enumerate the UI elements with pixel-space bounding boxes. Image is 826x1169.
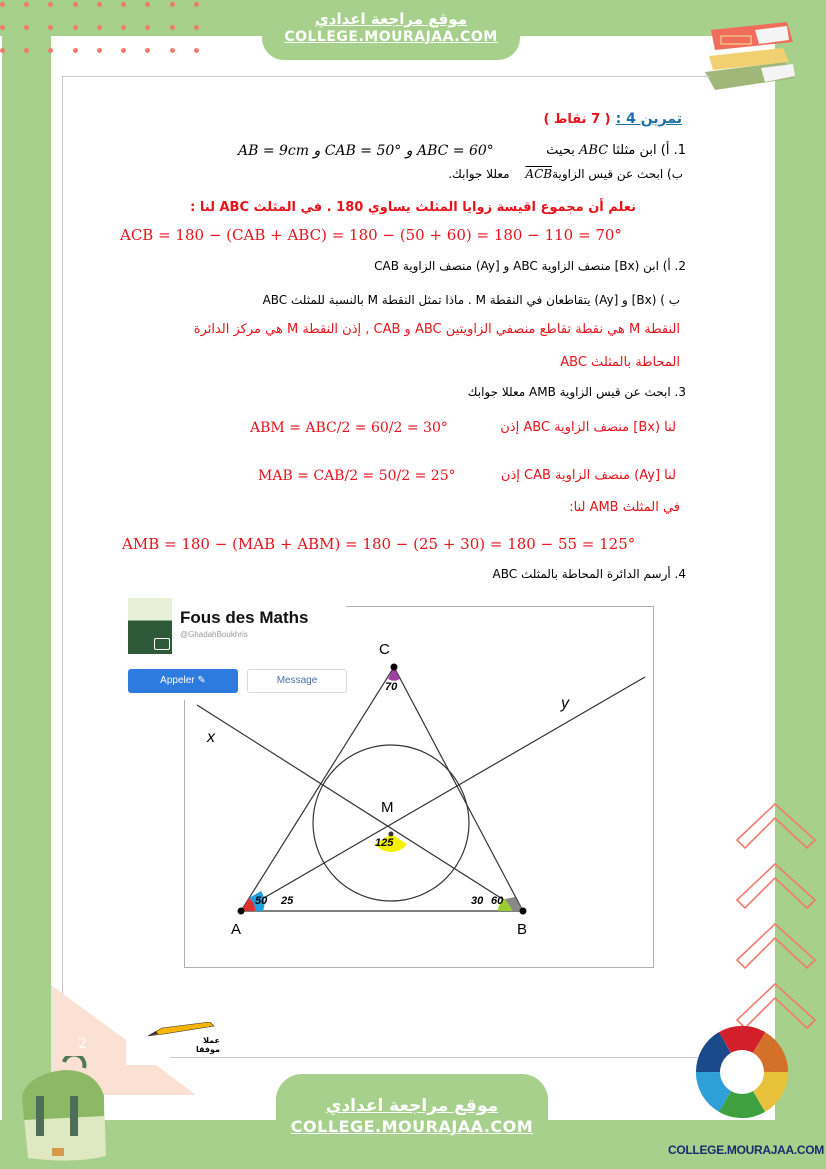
point-b-label: B — [517, 921, 528, 938]
ray-x-label: x — [207, 729, 215, 746]
page-number: 2 — [78, 1036, 87, 1052]
header-site-arabic[interactable]: موقع مراجعة اعدادي — [315, 10, 467, 28]
angle-b-half-label: 30 — [471, 895, 484, 907]
answer-3-line2-text: لنا [Ay) منصف الزاوية CAB إذن — [500, 468, 676, 483]
answer-3-line3: في المثلث AMB لنا: — [569, 500, 680, 515]
question-2b: ب ) (Bx] و [Ay) يتقاطعان في النقطة M . ماذا تمثل النقطة M بالنسبة للمثلث ABC — [262, 293, 680, 307]
exercise-points: ( 7 نقاط ) — [543, 112, 611, 127]
header-site-url[interactable]: COLLEGE.MOURAJAA.COM — [284, 29, 498, 45]
exercise-title — [543, 108, 682, 127]
answer-1-equation: ACB = 180 − (CAB + ABC) = 180 − (50 + 60) = 180 − 110 = 70° — [120, 226, 622, 244]
q1a-triangle: ABC — [579, 143, 609, 158]
question-1b — [448, 167, 683, 181]
exercise-title-label: تمرين 4 : — [615, 111, 682, 127]
signature — [148, 1022, 220, 1054]
question-3: 3. ابحث عن قيس الزاوية AMB معللا جوابك — [467, 385, 686, 399]
left-green-band — [2, 36, 51, 1169]
answer-1-line: نعلم أن مجموع اقيسة زوايا المثلث يساوي 180 . في المثلث ABC لنا : — [190, 200, 636, 215]
mourajaa-logo — [694, 1022, 790, 1140]
answer-2-line2: المحاطة بالمثلث ABC — [560, 355, 680, 370]
q1a-prefix: 1. أ) ابن مثلثا — [612, 143, 686, 158]
question-4: 4. أرسم الدائرة المحاطة بالمثلث ABC — [492, 567, 686, 581]
q1a-mid: بحيث — [546, 143, 575, 158]
incircle — [313, 745, 469, 901]
page-avatar[interactable] — [128, 598, 172, 654]
books-illustration — [695, 10, 805, 95]
page-frame-bottom — [170, 1057, 710, 1058]
angle-a-full-label: 50 — [255, 895, 268, 907]
camera-icon — [154, 638, 170, 650]
angle-m-label: 125 — [375, 837, 394, 849]
answer-3-line1-text: لنا (Bx] منصف الزاوية ABC إذن — [500, 420, 676, 435]
signature-text: عملا موفقا — [196, 1036, 220, 1054]
ray-ay — [243, 677, 645, 910]
backpack-illustration — [14, 1056, 114, 1166]
answer-3-line2-eq: MAB = CAB/2 = 50/2 = 25° — [258, 468, 456, 484]
answer-3-line1-eq: ABM = ABC/2 = 60/2 = 30° — [250, 420, 448, 436]
question-2a: 2. أ) ابن (Bx] منصف الزاوية ABC و [Ay) منصف الزاوية CAB — [374, 259, 686, 273]
question-1a — [546, 143, 686, 158]
answer-2-line1: النقطة M هي نقطة تقاطع منصفي الزاويتين ABC و CAB , إذن النقطة M هي مركز الدائرة — [193, 322, 680, 337]
footer-site-url[interactable]: COLLEGE.MOURAJAA.COM — [290, 1117, 534, 1136]
pencil-icon: ✎ — [197, 675, 206, 686]
q1b-tail: معللا جوابك. — [448, 167, 510, 181]
facebook-page-card — [122, 596, 346, 700]
angle-b-full-label: 60 — [491, 895, 504, 907]
q1b-text: ب) ابحث عن قيس الزاوية — [552, 167, 683, 181]
point-m-label: M — [381, 799, 394, 816]
page-handle: @GhadahBoukhris — [180, 630, 248, 639]
footer-banner — [276, 1074, 548, 1169]
angle-a-half-label: 25 — [281, 895, 294, 907]
triangle-abc — [241, 667, 523, 911]
answer-3-equation: AMB = 180 − (MAB + ABM) = 180 − (25 + 30) = 180 − 55 = 125° — [122, 535, 636, 553]
footer-site-arabic[interactable]: موقع مراجعة اعدادي — [325, 1096, 499, 1116]
call-button[interactable] — [128, 669, 238, 693]
point-c-label: C — [379, 641, 390, 658]
point-a-label: A — [231, 921, 242, 938]
page-name[interactable]: Fous des Maths — [180, 608, 309, 627]
angle-c-label: 70 — [385, 681, 398, 693]
logo-site-text[interactable]: COLLEGE.MOURAJAA.COM — [668, 1143, 825, 1157]
q1a-given-values: AB = 9cm و CAB = 50° و ABC = 60° — [238, 143, 494, 159]
call-button-label: Appeler — [160, 675, 195, 686]
q1b-angle: $\overline{ACB}$ — [525, 167, 553, 181]
ray-y-label: y — [561, 695, 569, 712]
chevron-decoration — [733, 792, 819, 1032]
message-button[interactable]: Message — [247, 669, 347, 693]
header-banner — [262, 0, 520, 60]
